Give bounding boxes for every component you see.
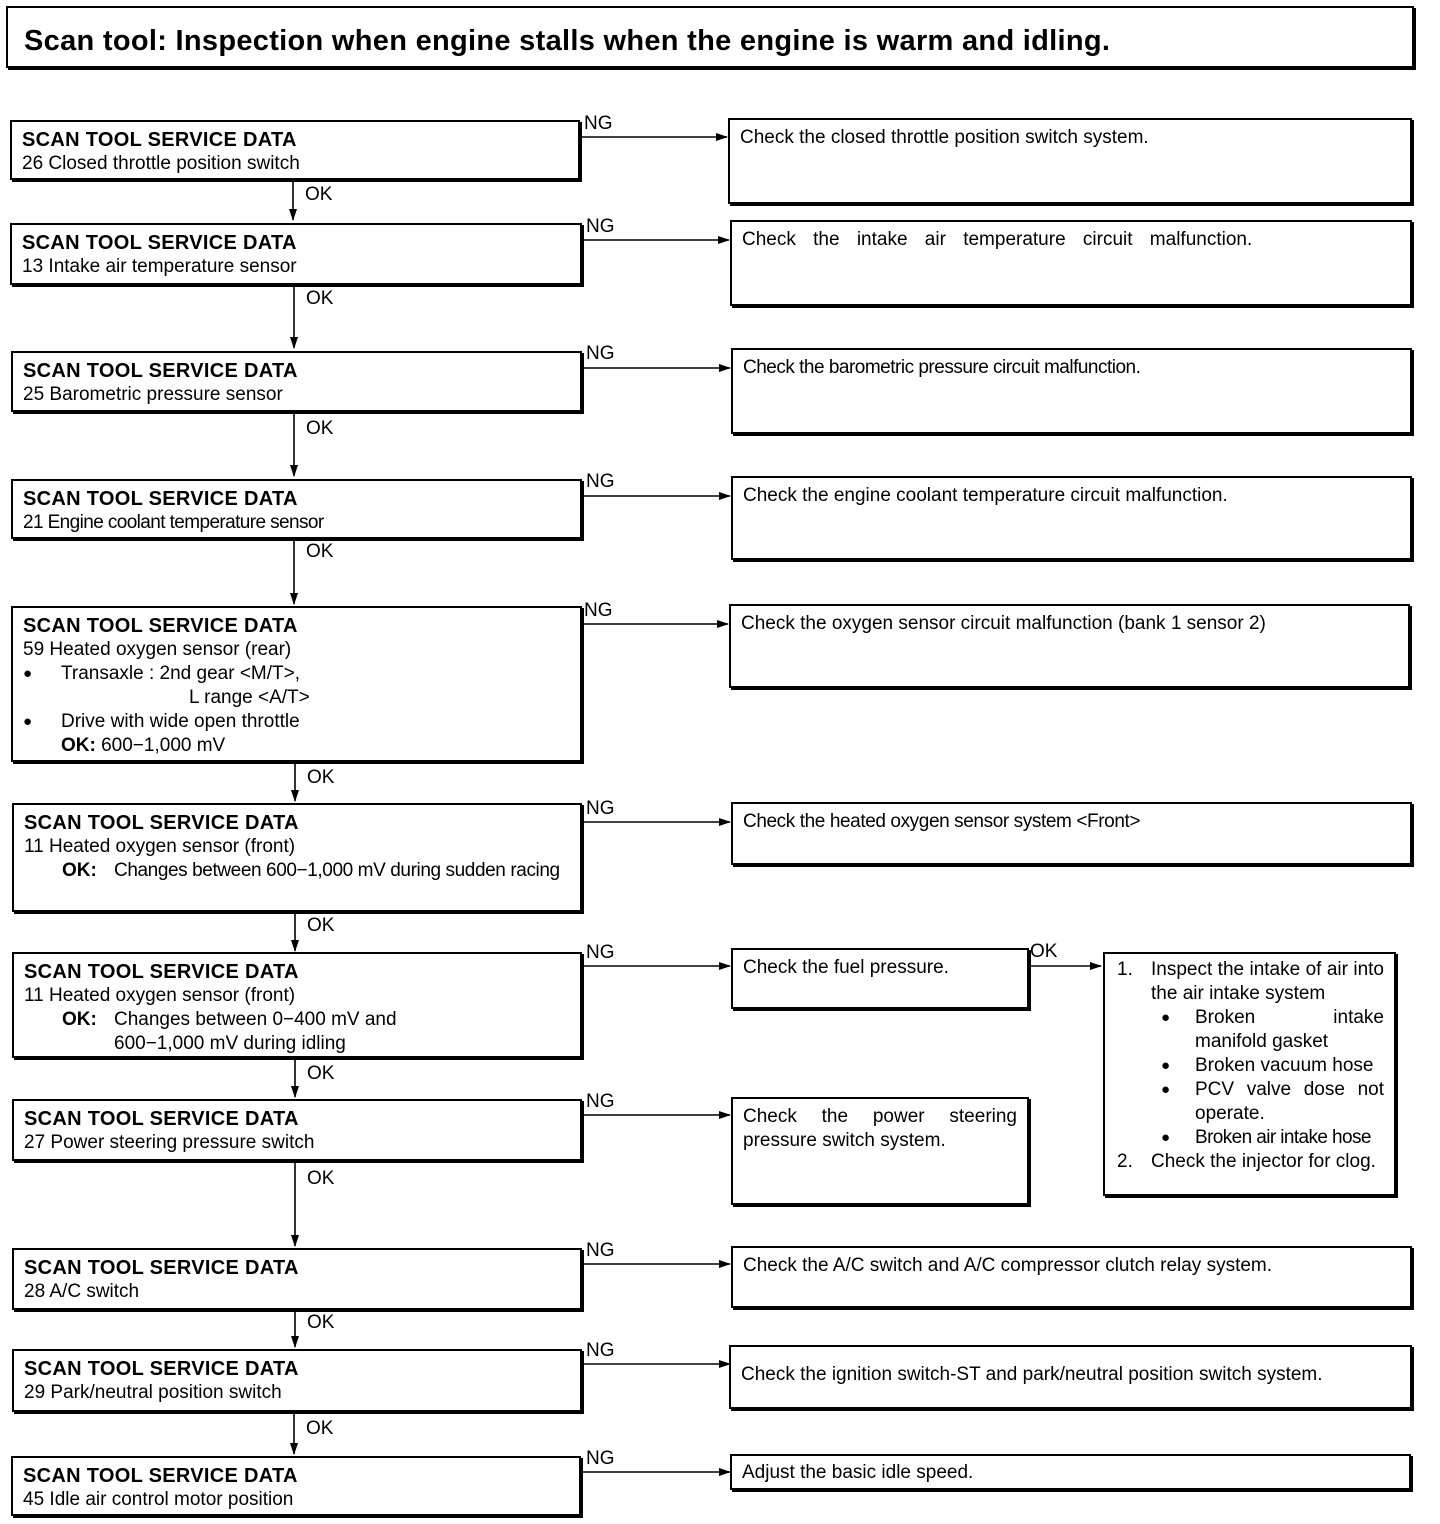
ng-label-8: NG xyxy=(586,1091,615,1112)
step-heading: SCAN TOOL SERVICE DATA xyxy=(24,812,299,834)
step-box-5 xyxy=(11,606,582,762)
ng-label-1: NG xyxy=(584,113,613,134)
ok-criteria xyxy=(24,1008,570,1056)
remedy-item-1 xyxy=(1117,958,1384,1006)
bullet-transaxle: ● Transaxle : 2nd gear <M/T>, xyxy=(23,662,570,686)
step-item: 27 Power steering pressure switch xyxy=(24,1132,315,1153)
step-box-8 xyxy=(12,1099,582,1161)
step-heading: SCAN TOOL SERVICE DATA xyxy=(24,961,299,983)
step-box-1 xyxy=(10,120,580,180)
ok-key: OK: xyxy=(61,735,96,756)
step-box-6 xyxy=(12,803,582,912)
action-box-6: Check the heated oxygen sensor system <Front> xyxy=(731,802,1412,865)
remedy-item-1-number: 1. xyxy=(1117,959,1133,980)
step-heading: SCAN TOOL SERVICE DATA xyxy=(23,488,298,510)
ng-label-10: NG xyxy=(586,1340,615,1361)
action-box-9: Check the A/C switch and A/C compressor clutch relay system. xyxy=(731,1246,1412,1308)
step-heading: SCAN TOOL SERVICE DATA xyxy=(22,232,297,254)
bullet-transaxle-cont: L range <A/T> xyxy=(189,687,310,708)
ok-label-8: OK xyxy=(307,1168,335,1189)
step-item: 28 A/C switch xyxy=(24,1281,140,1302)
step-box-11 xyxy=(11,1456,581,1516)
ok-key: OK: xyxy=(62,860,97,881)
step-item: 13 Intake air temperature sensor xyxy=(22,256,297,277)
step-box-4 xyxy=(11,479,582,539)
remedy-item-2-text: Check the injector for clog. xyxy=(1151,1151,1376,1172)
step-item: 59 Heated oxygen sensor (rear) xyxy=(23,639,292,660)
step-box-3 xyxy=(11,351,582,412)
ok-value: 600−1,000 mV xyxy=(101,735,226,756)
ng-label-6: NG xyxy=(586,798,615,819)
step-box-10 xyxy=(12,1349,582,1412)
step-box-7 xyxy=(12,952,582,1058)
action-box-4: Check the engine coolant temperature circuit malfunction. xyxy=(731,476,1412,560)
ng-label-7: NG xyxy=(586,942,615,963)
step-item: 21 Engine coolant temperature sensor xyxy=(23,512,324,533)
ok-label-10: OK xyxy=(306,1418,334,1439)
step-heading: SCAN TOOL SERVICE DATA xyxy=(22,129,297,151)
action-box-11: Adjust the basic idle speed. xyxy=(730,1454,1411,1490)
step-box-2 xyxy=(10,223,582,285)
remedy-sub-2: ● Broken vacuum hose xyxy=(1117,1054,1384,1078)
ok-label-6: OK xyxy=(307,915,335,936)
step-heading: SCAN TOOL SERVICE DATA xyxy=(23,360,298,382)
ok-criteria xyxy=(23,734,570,758)
step-item: 25 Barometric pressure sensor xyxy=(23,384,283,405)
remedy-item-2-number: 2. xyxy=(1117,1151,1133,1172)
step-item: 11 Heated oxygen sensor (front) xyxy=(24,985,296,1006)
ng-label-2: NG xyxy=(586,216,615,237)
page-title: Scan tool: Inspection when engine stalls when the engine is warm and idling. xyxy=(6,6,1414,68)
ng-label-11: NG xyxy=(586,1448,615,1469)
action-box-2: Check the intake air temperature circuit malfunction. xyxy=(730,220,1412,306)
ok-criteria xyxy=(24,859,570,883)
ng-label-9: NG xyxy=(586,1240,615,1261)
ok-label-5: OK xyxy=(307,767,335,788)
remedy-item-1-text: Inspect the intake of air into the air intake system xyxy=(1151,959,1384,1004)
step-heading: SCAN TOOL SERVICE DATA xyxy=(24,1257,299,1279)
step-item: 45 Idle air control motor position xyxy=(23,1489,294,1510)
remedy-sub-4: ● Broken air intake hose xyxy=(1117,1126,1384,1150)
bullet-drive: ● Drive with wide open throttle xyxy=(23,710,570,734)
action-box-7: Check the fuel pressure. xyxy=(731,948,1029,1009)
ok-value: Changes between 0−400 mV and 600−1,000 mV during idling xyxy=(114,1009,397,1054)
ok-label-9: OK xyxy=(307,1312,335,1333)
action-box-3: Check the barometric pressure circuit malfunction. xyxy=(731,348,1412,434)
action-box-5: Check the oxygen sensor circuit malfunction (bank 1 sensor 2) xyxy=(729,604,1410,688)
step-heading: SCAN TOOL SERVICE DATA xyxy=(23,1465,298,1487)
step-item: 29 Park/neutral position switch xyxy=(24,1382,282,1403)
step-item: 11 Heated oxygen sensor (front) xyxy=(24,836,296,857)
action-box-10: Check the ignition switch-ST and park/neutral position switch system. xyxy=(729,1345,1412,1409)
ok-label-7: OK xyxy=(307,1063,335,1084)
step-heading: SCAN TOOL SERVICE DATA xyxy=(23,615,298,637)
ng-label-4: NG xyxy=(586,471,615,492)
ok-label-1: OK xyxy=(305,184,333,205)
step-box-9 xyxy=(12,1248,582,1310)
step-item: 26 Closed throttle position switch xyxy=(22,153,300,174)
ok-label-3: OK xyxy=(306,418,334,439)
fuel-ok-remedy-box xyxy=(1103,952,1396,1196)
action-box-1: Check the closed throttle position switch system. xyxy=(728,118,1412,204)
step-heading: SCAN TOOL SERVICE DATA xyxy=(24,1358,299,1380)
ok-key: OK: xyxy=(62,1009,97,1030)
ok-label-fuel: OK xyxy=(1030,941,1058,962)
ok-label-2: OK xyxy=(306,288,334,309)
remedy-sub-3: ● PCV valve dose not operate. xyxy=(1117,1078,1384,1126)
ng-label-3: NG xyxy=(586,343,615,364)
action-box-8: Check the power steering pressure switch system. xyxy=(731,1097,1029,1205)
ok-label-4: OK xyxy=(306,541,334,562)
ng-label-5: NG xyxy=(584,600,613,621)
remedy-item-2 xyxy=(1117,1150,1384,1174)
remedy-sub-1: ● Broken intake manifold gasket xyxy=(1117,1006,1384,1054)
ok-value: Changes between 600−1,000 mV during sudden racing xyxy=(114,860,560,881)
step-heading: SCAN TOOL SERVICE DATA xyxy=(24,1108,299,1130)
